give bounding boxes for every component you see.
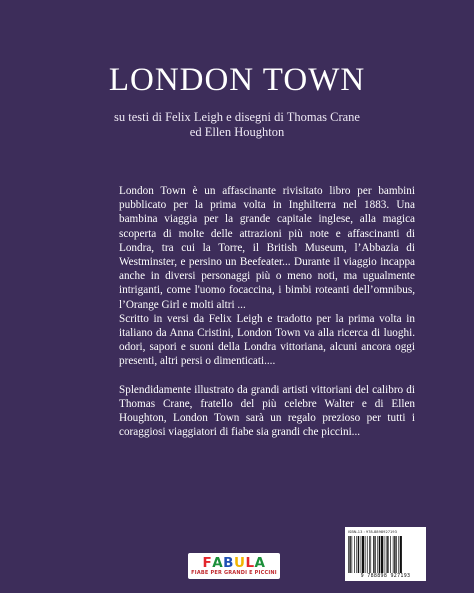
barcode-bar <box>377 536 378 573</box>
barcode-bar <box>367 536 368 573</box>
barcode-bar <box>365 536 366 573</box>
barcode-bar <box>394 536 395 573</box>
barcode-bar <box>373 536 374 573</box>
barcode-bar <box>398 536 399 573</box>
barcode-bar <box>393 536 394 573</box>
barcode-bar <box>381 536 383 573</box>
barcode-bar <box>354 536 355 573</box>
barcode-number: 9 788898 927193 <box>360 573 411 579</box>
book-title: LONDON TOWN <box>108 62 366 98</box>
publisher-logo <box>188 553 280 579</box>
barcode-bar <box>375 536 376 573</box>
credits-line-2: ed Ellen Houghton <box>189 125 285 139</box>
barcode-bar <box>356 536 357 573</box>
blurb-paragraph-3: Splendidamente illustrato da grandi artisti vittoriani del calibro di Thomas Crane, fratello del più celebre Walter e di Ellen Houghton, London Town sarà un regalo prezioso per tutti i coraggiosi viaggiatori di fiabe sia grandi che piccini... <box>119 383 415 439</box>
logo-letter: A <box>212 554 224 571</box>
blurb-paragraph-1: London Town è un affascinante rivisitato libro per bambini pubblicato per la prima volta in Inghilterra nel 1883. Una bambina viaggia per la grande capitale inglese, alla magica scoperta di molte delle attrazioni più note e affascinanti di Londra, tra cui la Torre, il British Museum, l’Abbazia di Westminster, e persino un Beefeater... Durante il viaggio incappa anche in diversi personaggi più o meno noti, ma ugualmente intriganti, come l'uomo focaccina, i bimbi roteanti dell’omnibus, l’Orange Girl e molti altri ... <box>119 185 415 311</box>
barcode-bar <box>358 536 359 573</box>
barcode-bar <box>348 536 349 573</box>
logo-letter: B <box>223 554 234 571</box>
book-credits <box>0 110 474 140</box>
barcode-bar <box>386 536 387 573</box>
barcode-bar <box>349 536 350 573</box>
barcode-bar <box>369 536 370 573</box>
isbn-text: ISBN-13 : 978-8898927193 <box>348 530 397 534</box>
barcode-bars <box>348 536 423 573</box>
barcode-bar <box>400 536 402 573</box>
isbn-barcode <box>345 527 426 581</box>
logo-letter: A <box>254 554 266 571</box>
barcode-bar <box>379 536 380 573</box>
credits-line-1: su testi di Felix Leigh e disegni di Thomas Crane <box>114 110 360 124</box>
blurb-paragraph-2: Scritto in versi da Felix Leigh e tradotto per la prima volta in italiano da Anna Cristini, London Town va alla ricerca di luoghi. odori, sapori e suoni della Londra vittoriana, alcuni ancora oggi presenti, altri persi o dimenticati.... <box>119 312 415 368</box>
barcode-bar <box>361 536 362 573</box>
blurb <box>119 184 415 439</box>
publisher-tagline: FIABE PER GRANDI E PICCINI <box>191 569 277 576</box>
logo-letter: U <box>233 554 246 571</box>
barcode-bar <box>390 536 391 573</box>
barcode-bar <box>396 536 397 573</box>
logo-letter: L <box>245 554 255 571</box>
barcode-bar <box>384 536 385 573</box>
logo-letter: F <box>202 554 213 571</box>
barcode-bar <box>352 536 353 573</box>
barcode-bar <box>370 536 371 573</box>
isbn-label <box>348 530 423 535</box>
barcode-bar <box>387 536 388 573</box>
publisher-logo-word <box>202 554 266 571</box>
barcode-bar <box>362 536 364 573</box>
